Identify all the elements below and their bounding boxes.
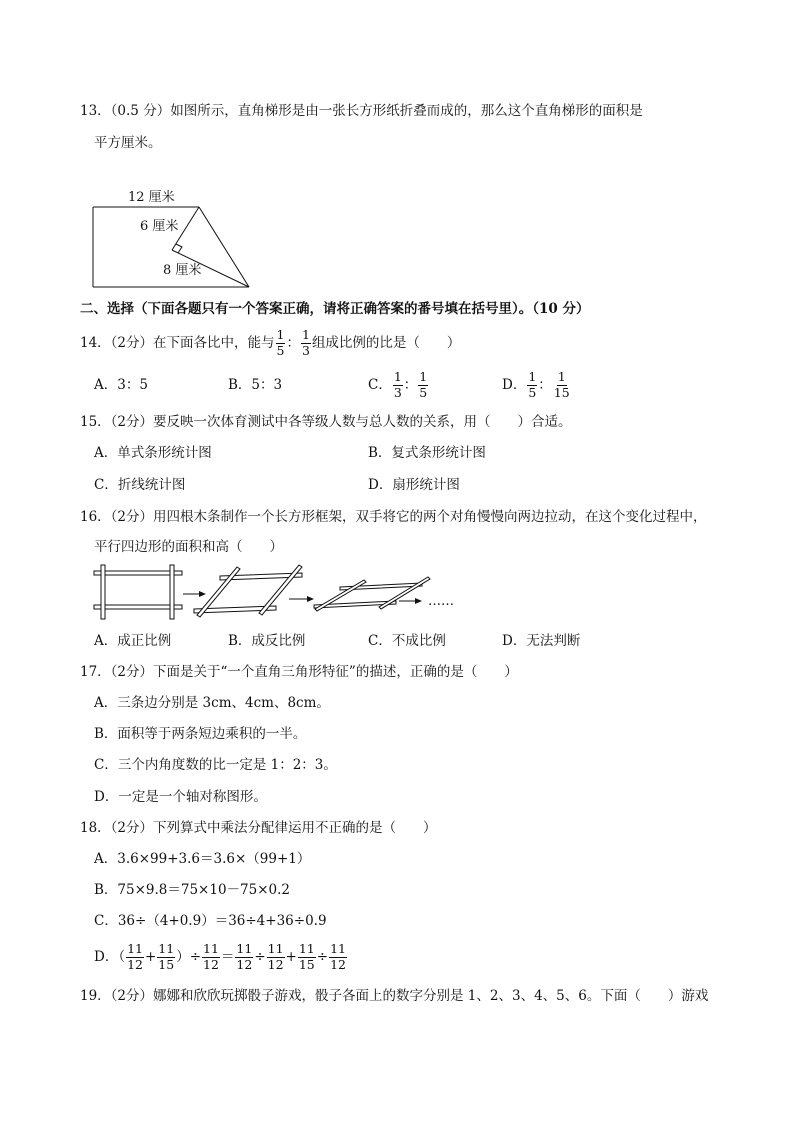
q13-label-12cm: 12 厘米 — [128, 190, 175, 205]
q17-option-a[interactable]: A．三条边分别是 3cm、4cm、8cm。 — [94, 695, 330, 711]
q14-prefix: 14．（2分）在下面各比中，能与 — [80, 335, 275, 351]
q16-frames-figure — [92, 563, 492, 623]
q14-fraction-1: $\frac{1}{5}$ — [276, 327, 285, 358]
q15-option-d[interactable]: D．扇形统计图 — [368, 477, 460, 493]
q15-option-a[interactable]: A．单式条形统计图 — [94, 445, 212, 461]
q14-stem: 14．（2分）在下面各比中，能与 $\frac{1}{5}$ ： $\frac{1}{3}$ 组成比例的比是（ ） — [80, 327, 461, 358]
q14-option-a[interactable]: A．3：5 — [94, 377, 148, 393]
q16-ellipsis: …… — [428, 594, 454, 609]
q15-option-b[interactable]: B．复式条形统计图 — [368, 445, 486, 461]
q14-fraction-2: $\frac{1}{3}$ — [301, 327, 310, 358]
q15-option-c[interactable]: C．折线统计图 — [94, 477, 186, 493]
q18-option-d[interactable]: D．（ $\frac{11}{12}$ + $\frac{11}{15}$ ）÷ $\frac{11}{12}$ ＝ $\frac{11}{12}$ ÷ $\frac{11}{12}$ + $\frac{11}{15}$ ÷ $\frac{11}{12}$ — [94, 941, 346, 972]
q17-option-d[interactable]: D．一定是一个轴对称图形。 — [94, 789, 267, 805]
q18-option-b[interactable]: B．75×9.8＝75×10－75×0.2 — [94, 882, 291, 898]
q14-option-c[interactable]: C． $\frac{1}{3}$ ： $\frac{1}{5}$ — [368, 369, 428, 400]
q16-option-a[interactable]: A．成正比例 — [94, 633, 172, 649]
q13-line2: 平方厘米。 — [94, 135, 162, 151]
q17-stem: 17．（2分）下面是关于“一个直角三角形特征”的描述，正确的是（ ） — [80, 664, 518, 680]
q15-stem: 15．（2分）要反映一次体育测试中各等级人数与总人数的关系，用（ ）合适。 — [80, 414, 572, 430]
q13-label-8cm: 8 厘米 — [163, 263, 202, 278]
q13-trapezoid-figure — [86, 184, 266, 292]
q13-line1: 13．（0.5 分）如图所示，直角梯形是由一张长方形纸折叠而成的，那么这个直角梯形的面积是 — [80, 103, 643, 119]
q16-line1: 16．（2分）用四根木条制作一个长方形框架，双手将它的两个对角慢慢向两边拉动，在这个变化过程中， — [80, 509, 707, 525]
q13-label-6cm: 6 厘米 — [140, 219, 179, 234]
q16-option-d[interactable]: D．无法判断 — [502, 633, 581, 649]
q18-stem: 18．（2分）下列算式中乘法分配律运用不正确的是（ ） — [80, 820, 437, 836]
q14-suffix: 组成比例的比是（ ） — [311, 335, 461, 351]
q16-parallelogram-frame-2 — [314, 577, 430, 611]
q18-option-a[interactable]: A．3.6×99+3.6＝3.6×（99+1） — [94, 851, 311, 867]
q16-option-c[interactable]: C．不成比例 — [368, 633, 446, 649]
q14-option-b[interactable]: B．5：3 — [228, 377, 283, 393]
q16-rectangle-frame — [94, 565, 182, 619]
q16-option-b[interactable]: B．成反比例 — [228, 633, 306, 649]
q14-option-d[interactable]: D． $\frac{1}{5}$ ： $\frac{1}{15}$ — [502, 369, 570, 400]
q18-option-c[interactable]: C．36÷（4+0.9）＝36÷4+36÷0.9 — [94, 913, 327, 929]
q16-parallelogram-frame-1 — [194, 565, 302, 617]
q19-stem: 19．（2分）娜娜和欣欣玩掷骰子游戏，骰子各面上的数字分别是 1、2、3、4、5、6。下面（ ）游戏 — [80, 988, 709, 1004]
q16-line2: 平行四边形的面积和高（ ） — [94, 539, 283, 555]
q17-option-c[interactable]: C．三个内角度数的比一定是 1：2：3。 — [94, 757, 337, 773]
section-2-heading: 二、选择（下面各题只有一个答案正确，请将正确答案的番号填在括号里）。（10 分） — [80, 301, 590, 317]
q17-option-b[interactable]: B．面积等于两条短边乘积的一半。 — [94, 726, 307, 742]
